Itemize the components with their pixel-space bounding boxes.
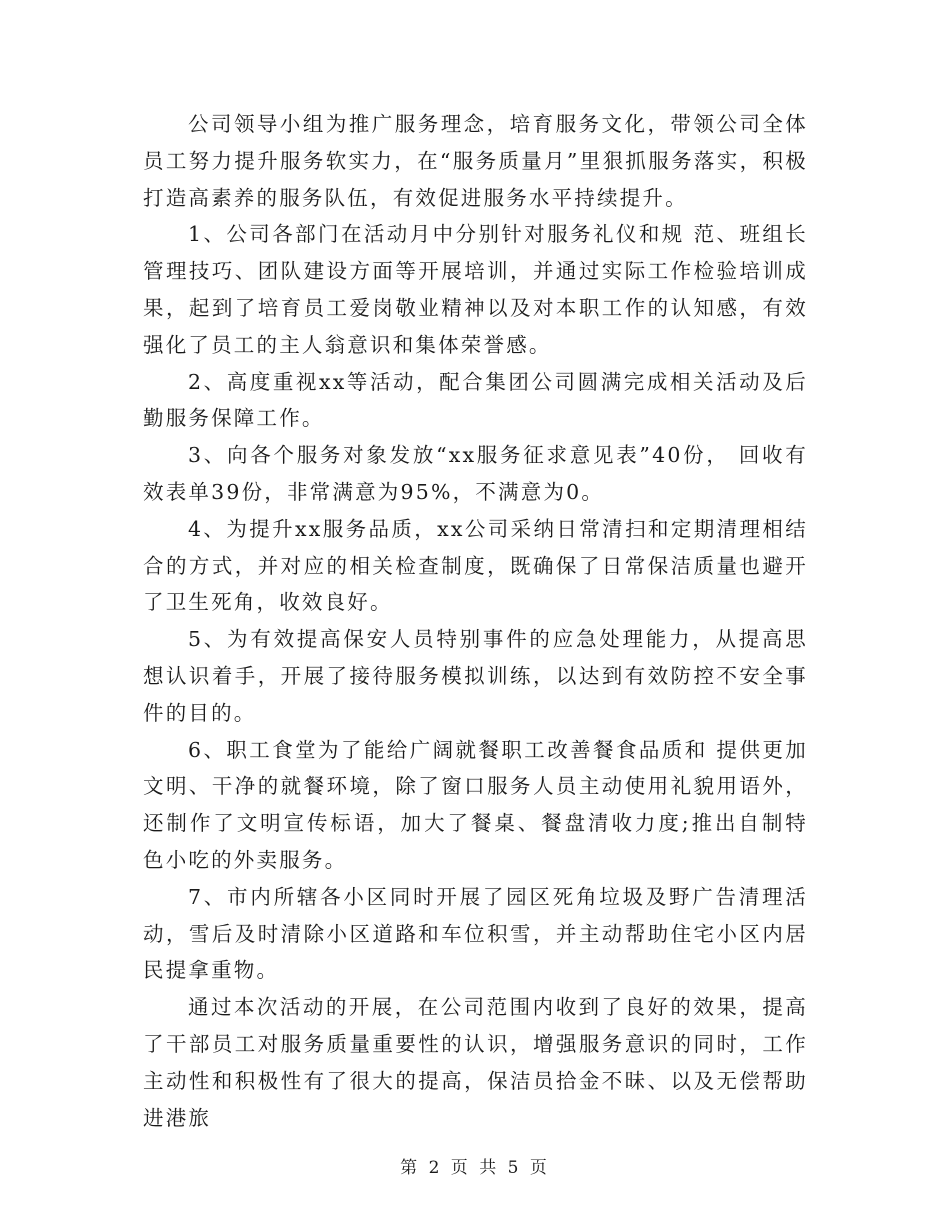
paragraph-conclusion: 通过本次活动的开展，在公司范围内收到了良好的效果，提高了干部员工对服务质量重要性的认识，增强服务意识的同时，工作主动性和积极性有了很大的提高，保洁员拾金不昧、以及无偿帮助进港旅 (143, 995, 808, 1130)
paragraph-intro: 公司领导小组为推广服务理念，培育服务文化，带领公司全体员工努力提升服务软实力，在“服务质量月”里狠抓服务落实，积极打造高素养的服务队伍，有效促进服务水平持续提升。 (143, 112, 808, 210)
paragraph-item-2: 2、高度重视xx等活动，配合集团公司圆满完成相关活动及后勤服务保障工作。 (143, 369, 808, 431)
paragraph-item-7: 7、市内所辖各小区同时开展了园区死角垃圾及野广告清理活动，雪后及时清除小区道路和车位积雪，并主动帮助住宅小区内居民提拿重物。 (143, 884, 808, 983)
paragraph-item-5: 5、为有效提高保安人员特别事件的应急处理能力，从提高思想认识着手，开展了接待服务模拟训练，以达到有效防控不安全事件的目的。 (143, 627, 808, 725)
paragraph-item-1: 1、公司各部门在活动月中分别针对服务礼仪和规 范、班组长管理技巧、团队建设方面等开展培训，并通过实际工作检验培训成果，起到了培育员工爱岗敬业精神以及对本职工作的认知感，有效强化了员工的主人翁意识和集体荣誉感。 (143, 222, 808, 357)
page-number-footer: 第 2 页 共 5 页 (400, 1158, 550, 1178)
paragraph-item-6: 6、职工食堂为了能给广阔就餐职工改善餐食品质和 提供更加文明、干净的就餐环境，除了窗口服务人员主动使用礼貌用语外，还制作了文明宣传标语，加大了餐桌、餐盘清收力度;推出自制特色小吃的外卖服务。 (143, 737, 808, 872)
document-body (143, 106, 808, 1136)
paragraph-item-4: 4、为提升xx服务品质，xx公司采纳日常清扫和定期清理相结合的方式，并对应的相关检查制度，既确保了日常保洁质量也避开了卫生死角，收效良好。 (143, 516, 808, 615)
paragraph-item-3: 3、向各个服务对象发放“xx服务征求意见表”40份， 回收有效表单39份，非常满意为95%，不满意为0。 (143, 443, 808, 504)
